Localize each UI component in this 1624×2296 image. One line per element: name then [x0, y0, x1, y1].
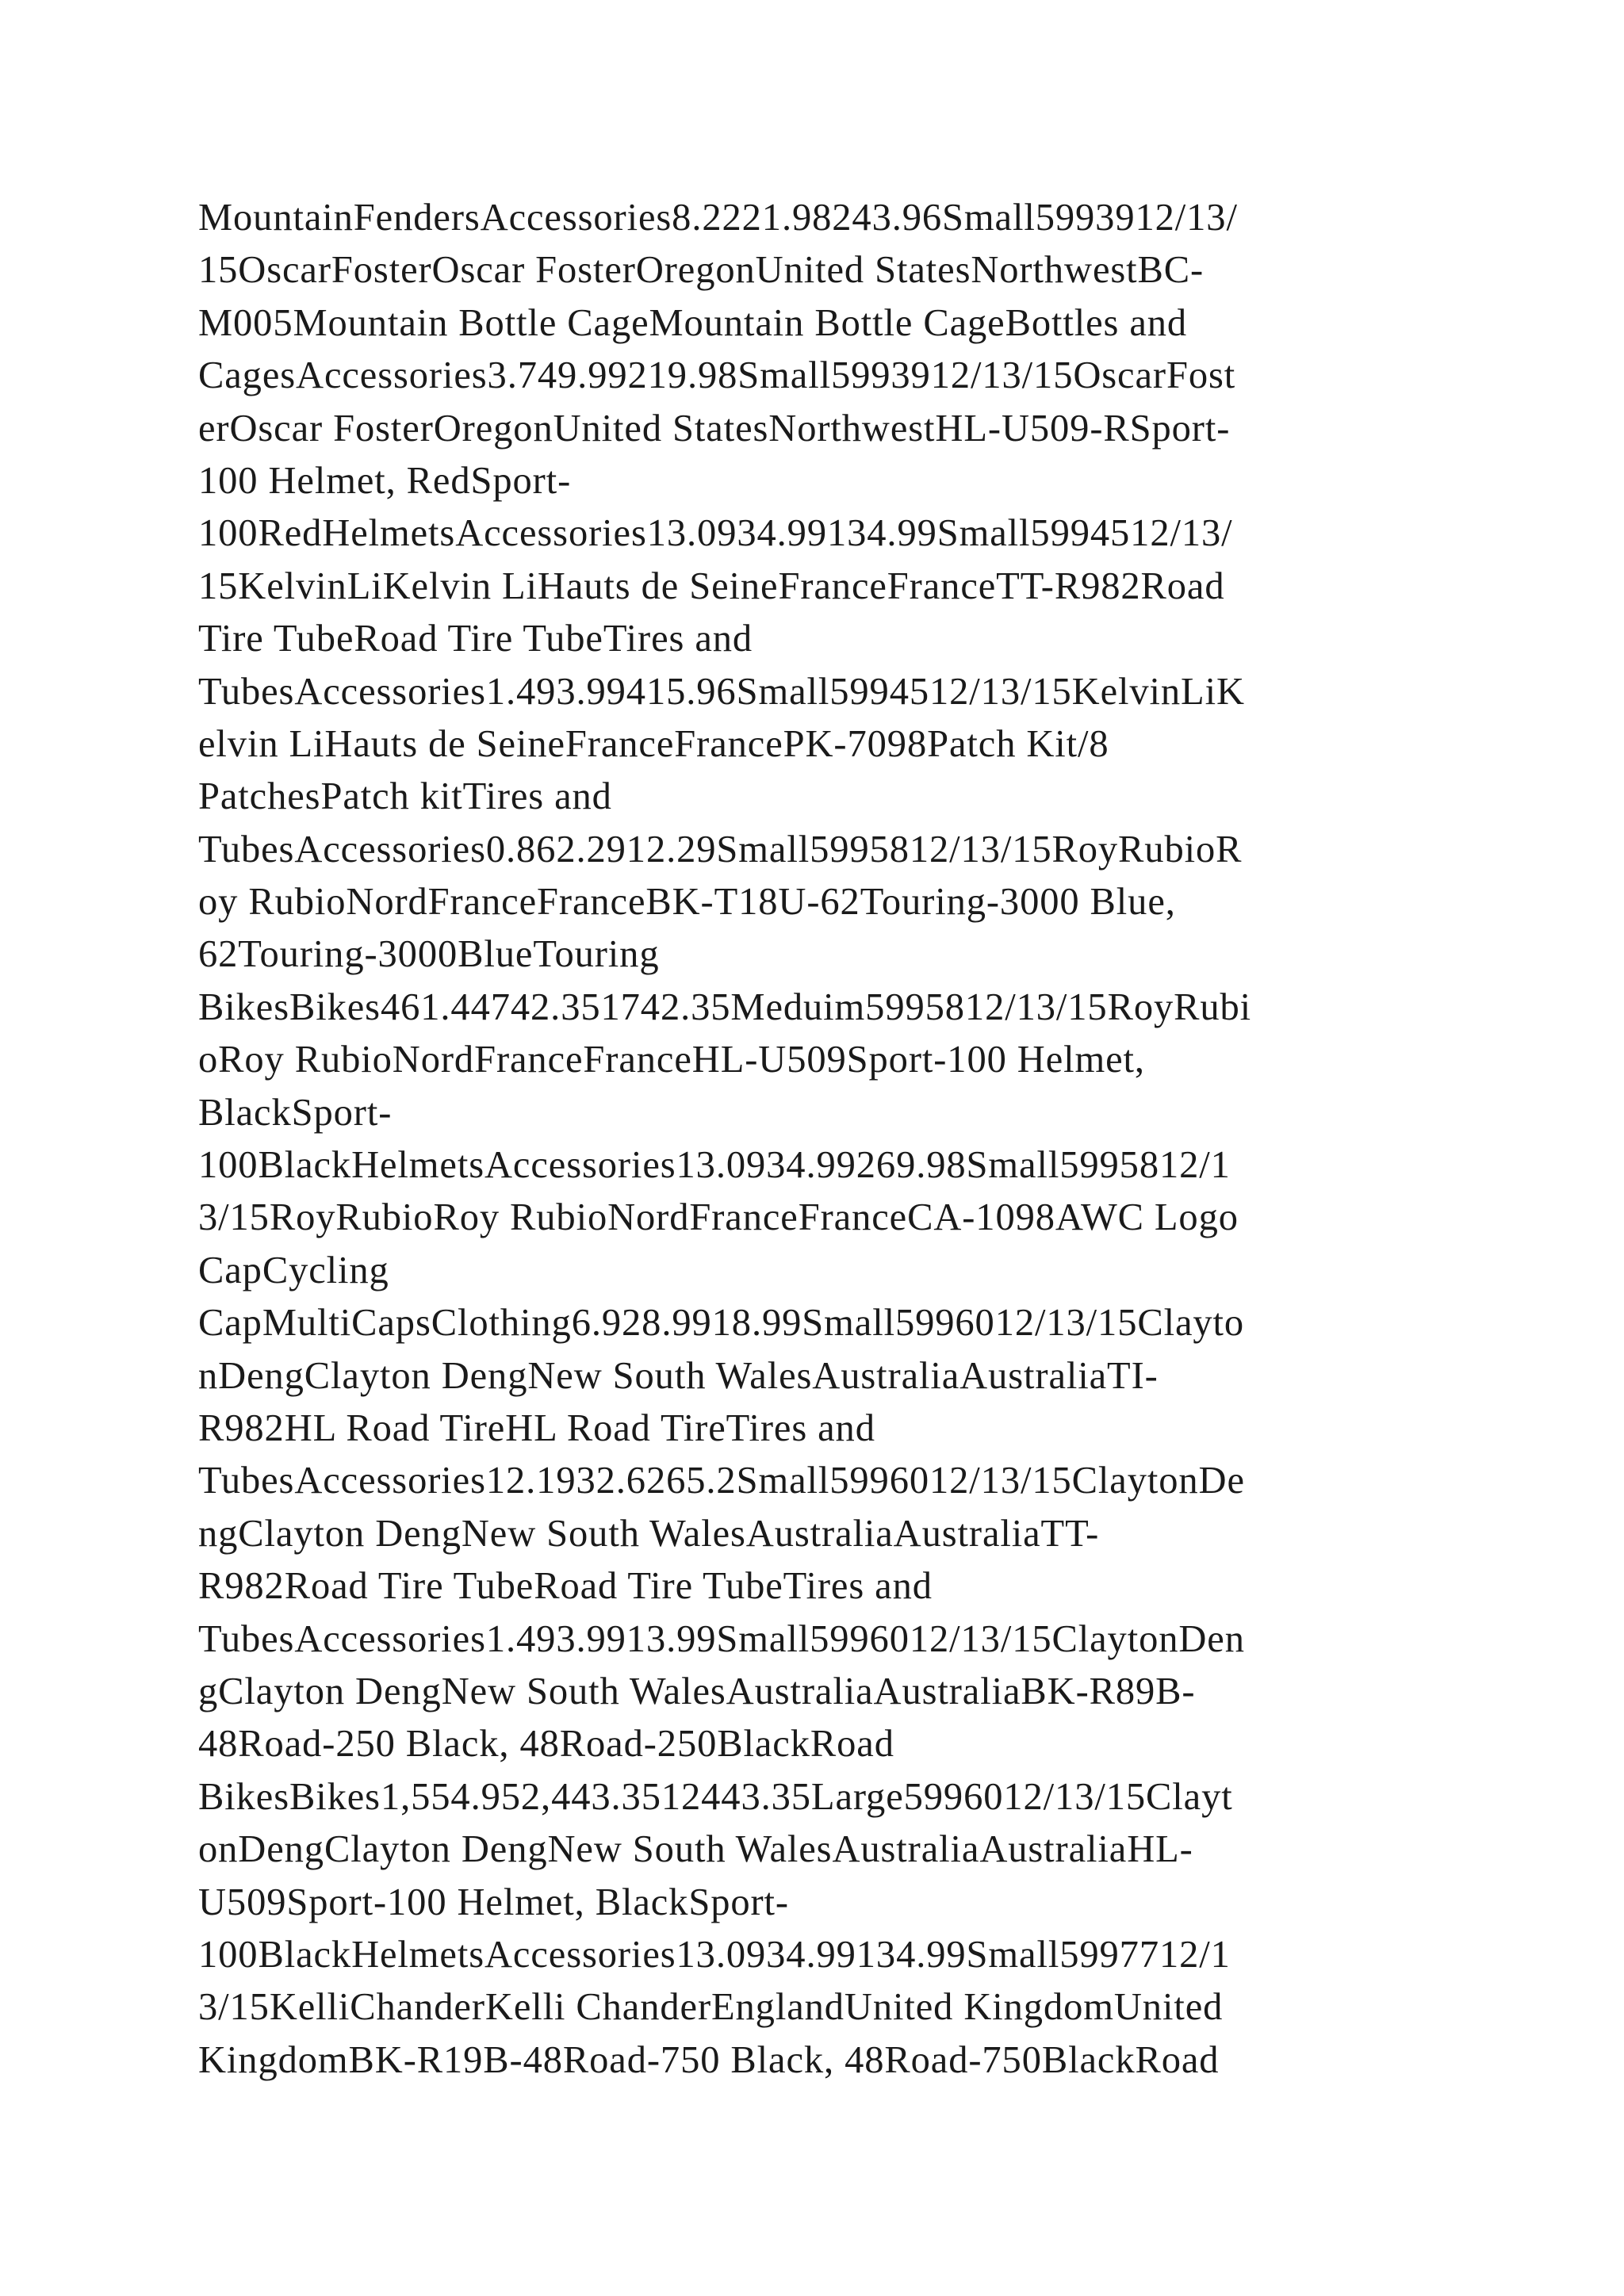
text-line: 15KelvinLiKelvin LiHauts de SeineFranceFranceTT-R982Road: [198, 564, 1225, 607]
text-line: oy RubioNordFranceFranceBK-T18U-62Touring-3000 Blue,: [198, 881, 1176, 924]
text-line: 62Touring-3000BlueTouring: [198, 933, 660, 976]
text-line: PatchesPatch kitTires and: [198, 775, 612, 818]
text-line: 48Road-250 Black, 48Road-250BlackRoad: [198, 1723, 894, 1766]
text-line: R982Road Tire TubeRoad Tire TubeTires and: [198, 1565, 933, 1608]
text-line: M005Mountain Bottle CageMountain Bottle CageBottles and: [198, 301, 1188, 344]
text-line: TubesAccessories12.1932.6265.2Small5996012/13/15ClaytonDe: [198, 1460, 1245, 1502]
text-line: TubesAccessories1.493.99415.96Small5994512/13/15KelvinLiK: [198, 670, 1245, 713]
text-line: Tire TubeRoad Tire TubeTires and: [198, 618, 753, 660]
text-line: U509Sport-100 Helmet, BlackSport-: [198, 1881, 789, 1923]
text-line: onDengClayton DengNew South WalesAustraliaAustraliaHL-: [198, 1828, 1193, 1871]
text-line: CagesAccessories3.749.99219.98Small5993912/13/15OscarFost: [198, 354, 1236, 397]
text-line: CapCycling: [198, 1249, 389, 1292]
text-block: [198, 192, 1435, 2087]
text-line: TubesAccessories1.493.9913.99Small5996012/13/15ClaytonDen: [198, 1617, 1245, 1660]
text-line: 3/15RoyRubioRoy RubioNordFranceFranceCA-1098AWC Logo: [198, 1196, 1239, 1239]
text-line: TubesAccessories0.862.2912.29Small5995812/13/15RoyRubioR: [198, 828, 1243, 871]
text-line: nDengClayton DengNew South WalesAustraliaAustraliaTI-: [198, 1354, 1159, 1397]
text-line: CapMultiCapsClothing6.928.9918.99Small5996012/13/15Clayto: [198, 1302, 1245, 1345]
text-line: oRoy RubioNordFranceFranceHL-U509Sport-100 Helmet,: [198, 1039, 1145, 1081]
text-line: KingdomBK-R19B-48Road-750 Black, 48Road-750BlackRoad: [198, 2038, 1220, 2081]
text-line: 100RedHelmetsAccessories13.0934.99134.99Small5994512/13/: [198, 512, 1233, 555]
text-line: 100 Helmet, RedSport-: [198, 459, 572, 502]
text-line: elvin LiHauts de SeineFranceFrancePK-7098Patch Kit/8: [198, 722, 1109, 765]
text-line: erOscar FosterOregonUnited StatesNorthwestHL-U509-RSport-: [198, 407, 1231, 450]
text-line: BikesBikes1,554.952,443.3512443.35Large5996012/13/15Clayt: [198, 1775, 1233, 1818]
text-line: 15OscarFosterOscar FosterOregonUnited StatesNorthwestBC-: [198, 249, 1205, 292]
text-line: gClayton DengNew South WalesAustraliaAustraliaBK-R89B-: [198, 1670, 1196, 1712]
text-line: MountainFendersAccessories8.2221.98243.96Small5993912/13/: [198, 197, 1238, 239]
text-line: 100BlackHelmetsAccessories13.0934.99269.98Small5995812/1: [198, 1144, 1231, 1187]
text-line: BlackSport-: [198, 1091, 393, 1134]
text-line: BikesBikes461.44742.351742.35Meduim5995812/13/15RoyRubi: [198, 985, 1252, 1028]
text-line: R982HL Road TireHL Road TireTires and: [198, 1406, 875, 1449]
text-line: 100BlackHelmetsAccessories13.0934.99134.99Small5997712/1: [198, 1933, 1231, 1976]
text-line: ngClayton DengNew South WalesAustraliaAustraliaTT-: [198, 1512, 1100, 1555]
text-line: 3/15KelliChanderKelli ChanderEnglandUnited KingdomUnited: [198, 1986, 1224, 2029]
